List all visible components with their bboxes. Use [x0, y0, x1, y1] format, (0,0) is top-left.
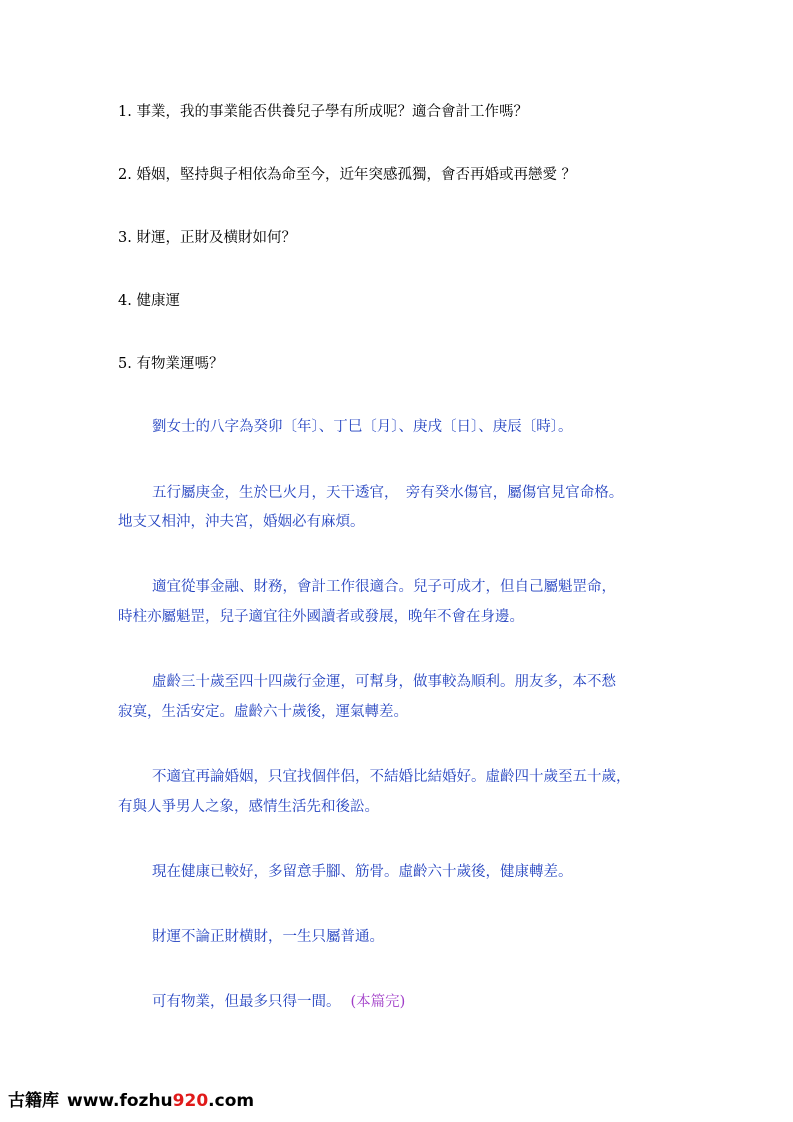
site-brand: 古籍库: [8, 1091, 59, 1111]
site-watermark: [8, 1089, 254, 1113]
end-note: (本篇完): [350, 994, 406, 1010]
answer-property: [152, 992, 405, 1012]
answer-wuxing-line-2: 地支又相沖，沖夫宮，婚姻必有麻煩。: [118, 514, 365, 530]
question-5: 5. 有物業運嗎？: [118, 356, 224, 372]
question-3: 3. 財運，正財及横財如何？: [118, 230, 296, 246]
site-url-part-3: .com: [208, 1091, 255, 1111]
answer-property-text: 可有物業，但最多只得一間。: [152, 994, 341, 1010]
question-1: 1. 事業，我的事業能否供養兒子學有所成呢？適合會計工作嗎？: [118, 104, 528, 120]
answer-luck-line-2: 寂寞，生活安定。虛齡六十歲後，運氣轉差。: [118, 704, 408, 720]
answer-bazi: 劉女士的八字為癸卯〔年〕、丁巳〔月〕、庚戌〔日〕、庚辰〔時〕。: [152, 419, 573, 435]
answer-career-line-1: 適宜從事金融、財務，會計工作很適合。兒子可成才，但自己屬魁罡命，: [152, 579, 616, 595]
answer-wealth: 財運不論正財横財，一生只屬普通。: [152, 929, 384, 945]
answer-marriage-line-1: 不適宜再論婚姻，只宜找個伴侶，不結婚比結婚好。虛齡四十歲至五十歲，: [152, 769, 631, 785]
answer-luck-line-1: 虛齡三十歲至四十四歲行金運，可幫身，做事較為順利。朋友多，本不愁: [152, 674, 616, 690]
question-4: 4. 健康運: [118, 293, 180, 309]
answer-career-line-2: 時柱亦屬魁罡，兒子適宜往外國讀者或發展，晚年不會在身邊。: [118, 609, 524, 625]
answer-health: 現在健康已較好，多留意手腳、筋骨。虛齡六十歲後，健康轉差。: [152, 864, 573, 880]
site-url-part-2: 920: [172, 1091, 209, 1111]
question-2: 2. 婚姻，堅持與子相依為命至今，近年突感孤獨，會否再婚或再戀愛 ？: [118, 167, 577, 183]
answer-wuxing-line-1: 五行屬庚金，生於巳火月，天干透官， 旁有癸水傷官，屬傷官見官命格。: [152, 485, 624, 501]
answer-marriage-line-2: 有與人爭男人之象，感情生活先和後訟。: [118, 799, 379, 815]
site-url-part-1: www.fozhu: [67, 1091, 173, 1111]
